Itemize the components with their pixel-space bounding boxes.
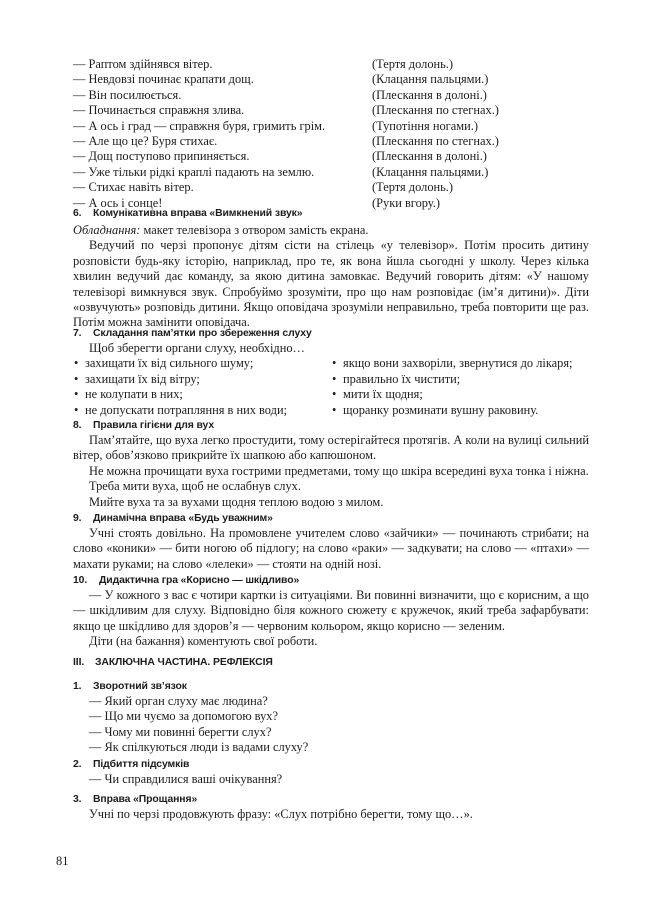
list-item: • щоранку розминати вушну раковину.	[331, 403, 573, 418]
section-9	[73, 512, 589, 572]
section-7-heading	[73, 327, 589, 341]
section-title: Складання пам’ятки про збереження слуху	[93, 328, 312, 339]
dialogue-row	[73, 57, 503, 72]
section-7	[73, 327, 589, 418]
dialogue-line: — Починається справжня злива.	[73, 103, 245, 118]
list-column-left	[73, 356, 287, 418]
paragraph: Учні по черзі продовжують фразу: «Слух потрібно берегти, тому що…».	[89, 807, 473, 821]
dialogue-line: — Дощ поступово припиняється.	[73, 149, 250, 164]
part-number: ІІІ.	[73, 657, 85, 668]
list-item: • не колупати в них;	[73, 387, 287, 402]
section-9-heading	[73, 512, 589, 526]
section-8-heading	[73, 419, 589, 433]
paragraph: Ведучий по черзі пропонує дітям сісти на стілець «у телевізор». Потім просить дитину розповісти будь-яку історію, наприклад, про те, як вона йшла сьогодні у школу. Через кілька хвилин ведучий дає команду, за якою дитина замовкає. Ведучий говорить дітям: «У нашому телевізорі вимкнувся звук. Спробуймо зрозуміти, про що нам розповідає (ім’я дитини)». Діти «озвучують» розповідь дитини. Якщо оповідача зрозуміли неправильно, треба повторити ще раз. Потім можна замінити оповідача.	[73, 238, 589, 330]
section-title: Підбиття підсумків	[93, 759, 190, 770]
list-item: • захищати їх від вітру;	[73, 372, 287, 387]
question-line: — Чи справдилися ваші очікування?	[89, 772, 283, 786]
section-number: 3.	[73, 794, 82, 805]
dialogue-row	[73, 88, 503, 103]
paragraph: Мийте вуха та за вухами щодня теплою водою з милом.	[89, 494, 384, 509]
reflection-1-heading	[73, 680, 589, 694]
reflection-3-heading	[73, 793, 589, 807]
dialogue-line: — А ось і град — справжня буря, гримить грім.	[73, 118, 326, 133]
paragraph: Треба мити вуха, щоб не ослабнув слух.	[89, 479, 301, 494]
dialogue-line: — А ось і сонце!	[73, 195, 163, 210]
section-number: 7.	[73, 328, 82, 339]
paragraph: Не можна прочищати вуха гострими предметами, тому що шкіра всередині вуха тонка і ніжна.	[89, 463, 589, 478]
equipment-text: макет телевізора з отвором замість екрана.	[140, 223, 369, 237]
part-3-heading	[73, 656, 589, 670]
dialogue-line: — Але що це? Буря стихає.	[73, 133, 218, 148]
dialogue-action: (Тупотіння ногами.)	[372, 118, 478, 133]
dialogue-action: (Плескання в долоні.)	[372, 149, 487, 164]
dialogue-action: (Тертя долонь.)	[372, 57, 454, 71]
part-title: ЗАКЛЮЧНА ЧАСТИНА. РЕФЛЕКСІЯ	[95, 657, 273, 668]
dialogue-row	[73, 149, 503, 164]
dialogue-action: (Руки вгору.)	[372, 195, 440, 210]
dialogue-row	[73, 180, 503, 195]
section-title: Комунікативна вправа «Вимкнений звук»	[93, 208, 303, 219]
dialogue-action: (Тертя долонь.)	[372, 180, 454, 195]
paragraph: Пам’ятайте, що вуха легко простудити, тому остерігайтеся протягів. А коли на вулиці сильний вітер, обов’язково прикрийте їх шапкою або капюшоном.	[73, 433, 589, 463]
section-8	[73, 419, 589, 510]
section-number: 9.	[73, 513, 82, 524]
question-line: — Що ми чуємо за допомогою вух?	[89, 709, 278, 724]
dialogue-action: (Плескання по стегнах.)	[372, 103, 499, 118]
reflection-2-heading	[73, 758, 589, 772]
section-6-heading	[73, 207, 589, 221]
section-10	[73, 574, 589, 650]
list-item: • захищати їх від сильного шуму;	[73, 356, 287, 371]
list-item: • правильно їх чистити;	[331, 372, 573, 387]
dialogue-action: (Клацання пальцями.)	[372, 164, 489, 179]
dialogue-line: — Він посилюється.	[73, 87, 182, 102]
paragraph: — У кожного з вас є чотири картки із ситуаціями. Ви повинні визначити, що є корисним, а що — шкідливим для слуху. Відповідно біля кожного сюжету є кружечок, який треба зафарбувати: якщо це шкідливо для здоров’я — червоним кольором, якщо корисно — зеленим.	[73, 588, 589, 633]
page-number: 81	[56, 854, 69, 868]
section-title: Вправа «Прощання»	[93, 794, 198, 805]
dialogue-action: (Плескання по стегнах.)	[372, 133, 499, 148]
dialogue-line: — Раптом здійнявся вітер.	[73, 57, 213, 71]
dialogue-block	[73, 57, 503, 211]
dialogue-line: — Уже тільки рідкі краплі падають на землю.	[73, 164, 315, 179]
section-title: Зворотний зв’язок	[93, 681, 187, 692]
paragraph: Учні стоять довільно. На промовлене учителем слово «зайчики» — починають стрибати; на слово «коники» — бити ногою об підлогу; на слово «раки» — задкувати; на слово — «птахи» — махати руками; на слово «лелеки» — стояти на одній нозі.	[73, 526, 589, 571]
reflection-2	[73, 758, 589, 787]
reflection-1	[73, 680, 589, 756]
equipment-line	[73, 223, 589, 238]
hearing-tips-list	[73, 356, 589, 418]
paragraph: Діти (на бажання) коментують свої роботи.	[89, 634, 318, 649]
section-title: Дидактична гра «Корисно — шкідливо»	[99, 575, 300, 586]
question-list	[73, 694, 589, 756]
dialogue-action: (Плескання в долоні.)	[372, 87, 487, 102]
section-number: 8.	[73, 420, 82, 431]
dialogue-action: (Клацання пальцями.)	[372, 72, 489, 87]
section-title: Правила гігієни для вух	[93, 420, 215, 431]
section-title: Динамічна вправа «Будь уважним»	[93, 513, 273, 524]
section-6	[73, 207, 589, 331]
paragraph: Щоб зберегти органи слуху, необхідно…	[89, 341, 305, 355]
dialogue-line: — Стихає навіть вітер.	[73, 180, 194, 195]
question-line: — Як спілкуються люди із вадами слуху?	[89, 740, 309, 755]
equipment-label: Обладнання:	[73, 223, 141, 237]
section-number: 1.	[73, 681, 82, 692]
list-item: • мити їх щодня;	[331, 387, 573, 402]
list-item: • не допускати потрапляння в них води;	[73, 403, 287, 418]
question-line: — Який орган слуху має людина?	[89, 694, 268, 708]
dialogue-row	[73, 119, 503, 134]
question-list	[73, 772, 589, 787]
dialogue-row	[73, 103, 503, 118]
section-number: 10.	[73, 575, 88, 586]
reflection-3	[73, 793, 589, 822]
section-10-heading	[73, 574, 589, 588]
dialogue-row	[73, 134, 503, 149]
list-item: • якщо вони захворіли, звернутися до лікаря;	[331, 356, 573, 371]
section-number: 2.	[73, 759, 82, 770]
dialogue-row	[73, 72, 503, 87]
section-number: 6.	[73, 208, 82, 219]
list-column-right	[331, 356, 573, 418]
dialogue-line: — Невдовзі починає крапати дощ.	[73, 72, 254, 87]
dialogue-row	[73, 165, 503, 180]
question-line: — Чому ми повинні берегти слух?	[89, 724, 272, 739]
